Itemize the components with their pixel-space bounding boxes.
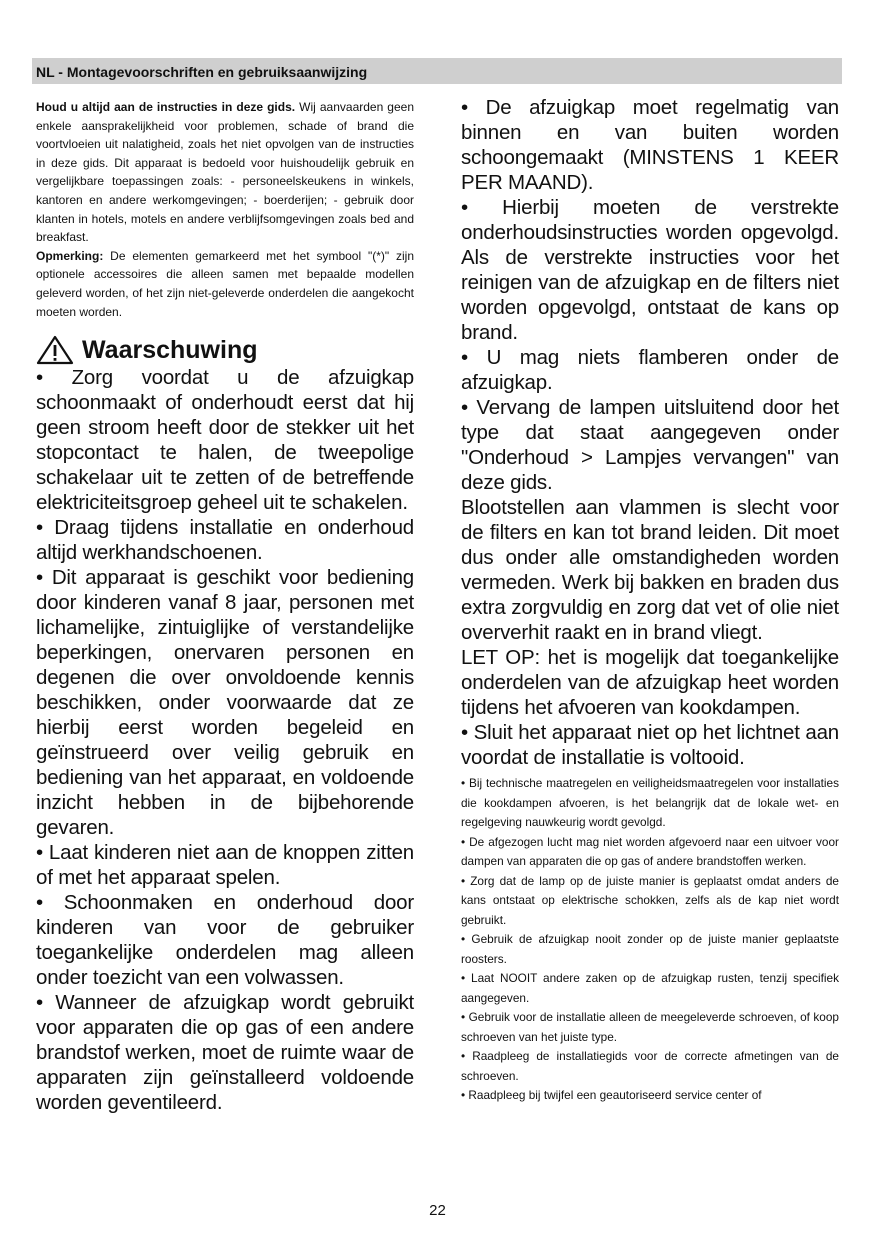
warning-heading <box>36 335 414 365</box>
warning-item: • Draag tijdens installatie en onderhoud altijd werkhandschoenen. <box>36 516 414 565</box>
safety-item: • De afgezogen lucht mag niet worden afgevoerd naar een uitvoer voor dampen van apparaten die op gas of andere brandstoffen werken. <box>461 834 839 868</box>
instruction-item: LET OP: het is mogelijk dat toegankelijke onderdelen van de afzuigkap heet worden tijdens het afvoeren van kookdampen. <box>461 646 839 719</box>
safety-item: • Laat NOOIT andere zaken op de afzuigkap rusten, tenzij specifiek aangegeven. <box>461 971 839 1005</box>
right-small-list <box>461 774 839 1106</box>
warning-item: • Dit apparaat is geschikt voor bediening door kinderen vanaf 8 jaar, personen met lichamelijke, zintuiglijke of verstandelijke beperkingen, onervaren personen en degenen die over onvoldoende kennis beschikken, onder voorwaarde dat ze hierbij eerst worden begeleid en geïnstrueerd over veilig gebruik en bediening van het apparaat, en voldoende inzicht hebben in de bijbehorende gevaren. <box>36 566 414 840</box>
remark-label: Opmerking: <box>36 248 104 263</box>
safety-item: • Bij technische maatregelen en veiligheidsmaatregelen voor installaties die kookdampen afvoeren, is het belangrijk dat de lokale wet- en regelgeving nauwkeurig wordt gevolgd. <box>461 776 839 829</box>
intro-bold: Houd u altijd aan de instructies in deze gids. <box>36 100 296 114</box>
section-header-title: NL - Montagevoorschriften en gebruiksaanwijzing <box>36 64 368 80</box>
page-number: 22 <box>429 1202 446 1219</box>
intro-block <box>36 98 414 321</box>
instruction-item: • Vervang de lampen uitsluitend door het type dat staat aangegeven onder "Onderhoud > Lampjes vervangen" van deze gids. <box>461 396 839 494</box>
safety-item: • Raadpleeg bij twijfel een geautoriseerd service center of <box>461 1088 762 1102</box>
instruction-item: • U mag niets flamberen onder de afzuigkap. <box>461 346 839 394</box>
right-large-list <box>461 95 839 770</box>
safety-item: • Zorg dat de lamp op de juiste manier is geplaatst omdat anders de kans ontstaat op elektrische schokken, zelfs als de kap niet wordt gebruikt. <box>461 873 839 927</box>
instruction-item: • De afzuigkap moet regelmatig van binnen en van buiten worden schoongemaakt (MINSTENS 1 KEER PER MAAND). <box>461 96 839 194</box>
safety-item: • Gebruik voor de installatie alleen de meegeleverde schroeven, of koop schroeven van het juiste type. <box>461 1010 839 1044</box>
safety-item: • Gebruik de afzuigkap nooit zonder op de juiste manier geplaatste roosters. <box>461 932 839 966</box>
section-header <box>32 58 842 84</box>
warning-item: • Schoonmaken en onderhoud door kinderen van voor de gebruiker toegankelijke onderdelen mag alleen onder toezicht van een volwassen. <box>36 891 414 990</box>
safety-item: • Raadpleeg de installatiegids voor de correcte afmetingen van de schroeven. <box>461 1049 839 1083</box>
instruction-item: • Hierbij moeten de verstrekte onderhoudsinstructies worden opgevolgd. Als de verstrekte instructies voor het reinigen van de afzuigkap en de filters niet worden opgevolgd, ontstaat de kans op brand. <box>461 196 839 344</box>
instruction-item: • Sluit het apparaat niet op het lichtnet aan voordat de installatie is voltooid. <box>461 721 839 769</box>
warning-list <box>36 365 414 1115</box>
warning-triangle-icon <box>36 335 74 365</box>
warning-item: • Wanneer de afzuigkap wordt gebruikt voor apparaten die op gas of een andere brandstof werken, moet de ruimte waar de apparaten zijn geïnstalleerd voldoende worden geventileerd. <box>36 991 414 1115</box>
left-column <box>36 98 414 1115</box>
remark-text: De elementen gemarkeerd met het symbool "(*)" zijn optionele accessoires die alleen samen met bepaalde modellen geleverd worden, of het zijn niet-geleverde onderdelen die aangekocht moeten worden. <box>36 248 414 319</box>
warning-item: • Zorg voordat u de afzuigkap schoonmaakt of onderhoudt eerst dat hij geen stroom heeft door de stekker uit het stopcontact te halen, de tweepolige schakelaar uit te zetten of de betreffende elektriciteitsgroep geheel uit te schakelen. <box>36 366 414 515</box>
intro-paragraph <box>36 98 414 247</box>
warning-title: Waarschuwing <box>82 336 258 365</box>
remark-paragraph <box>36 247 414 321</box>
instruction-item: Blootstellen aan vlammen is slecht voor de filters en kan tot brand leiden. Dit moet dus onder alle omstandigheden worden vermeden. Werk bij bakken en braden dus extra zorgvuldig en zorg dat vet of olie niet oververhit raakt en in brand vliegt. <box>461 496 839 644</box>
right-column <box>461 95 839 1106</box>
intro-text: Wij aanvaarden geen enkele aansprakelijkheid voor problemen, schade of brand die voortvloeien uit nalatigheid, zoals het niet opvolgen van de instructies in deze gids. Dit apparaat is bedoeld voor huishoudelijk gebruik en vergelijkbare toepassingen zoals: - personeelskeukens in winkels, kantoren en andere werkomgevingen; - boerderijen; - gebruik door klanten in hotels, motels en andere verblijfsomgevingen zoals bed and breakfast. <box>36 100 414 245</box>
warning-item: • Laat kinderen niet aan de knoppen zitten of met het apparaat spelen. <box>36 841 414 890</box>
